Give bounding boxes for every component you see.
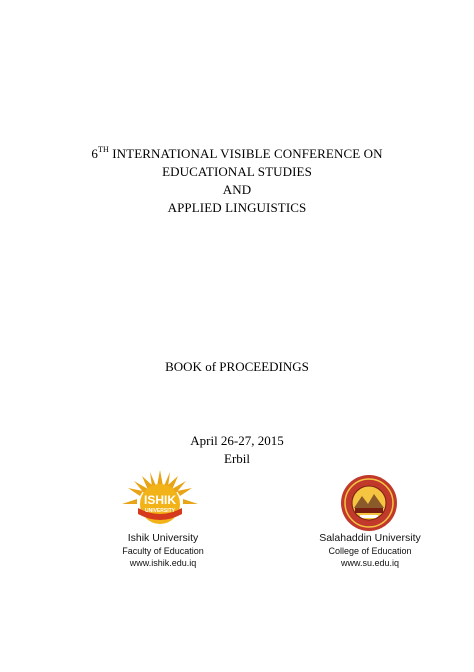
ishik-university-logo — [120, 468, 200, 528]
salahaddin-university-seal — [340, 474, 398, 532]
title-line-1-text: INTERNATIONAL VISIBLE CONFERENCE ON — [108, 146, 383, 161]
of-word: of — [205, 359, 217, 374]
salahaddin-college: College of Education — [328, 546, 412, 556]
seal-year-plaque — [360, 515, 378, 518]
ishik-name: Ishik University — [127, 532, 199, 544]
conference-title — [0, 145, 474, 217]
title-line-1 — [0, 145, 474, 163]
ishik-faculty: Faculty of Education — [122, 546, 204, 556]
logo-subwordmark: UNIVERSITY — [144, 508, 176, 514]
event-city: Erbil — [224, 451, 250, 466]
ishik-caption — [88, 531, 238, 569]
title-line-2: EDUCATIONAL STUDIES — [162, 164, 312, 179]
title-line-3: AND — [222, 182, 252, 197]
title-line-4: APPLIED LINGUISTICS — [167, 200, 307, 215]
salahaddin-url: www.su.edu.iq — [340, 558, 400, 568]
logo-wordmark: ISHIK — [143, 493, 177, 507]
proceedings-word: PROCEEDINGS — [216, 359, 309, 374]
ishik-url: www.ishik.edu.iq — [129, 558, 197, 568]
salahaddin-caption — [290, 531, 450, 569]
ordinal-suffix: TH — [98, 145, 109, 154]
ordinal-number: 6 — [91, 146, 99, 161]
salahaddin-name: Salahaddin University — [319, 532, 421, 544]
book-word: BOOK — [165, 359, 206, 374]
event-date: April 26-27, 2015 — [190, 433, 284, 448]
event-info — [0, 432, 474, 468]
book-of-proceedings — [0, 358, 474, 376]
seal-base-band — [355, 508, 383, 513]
